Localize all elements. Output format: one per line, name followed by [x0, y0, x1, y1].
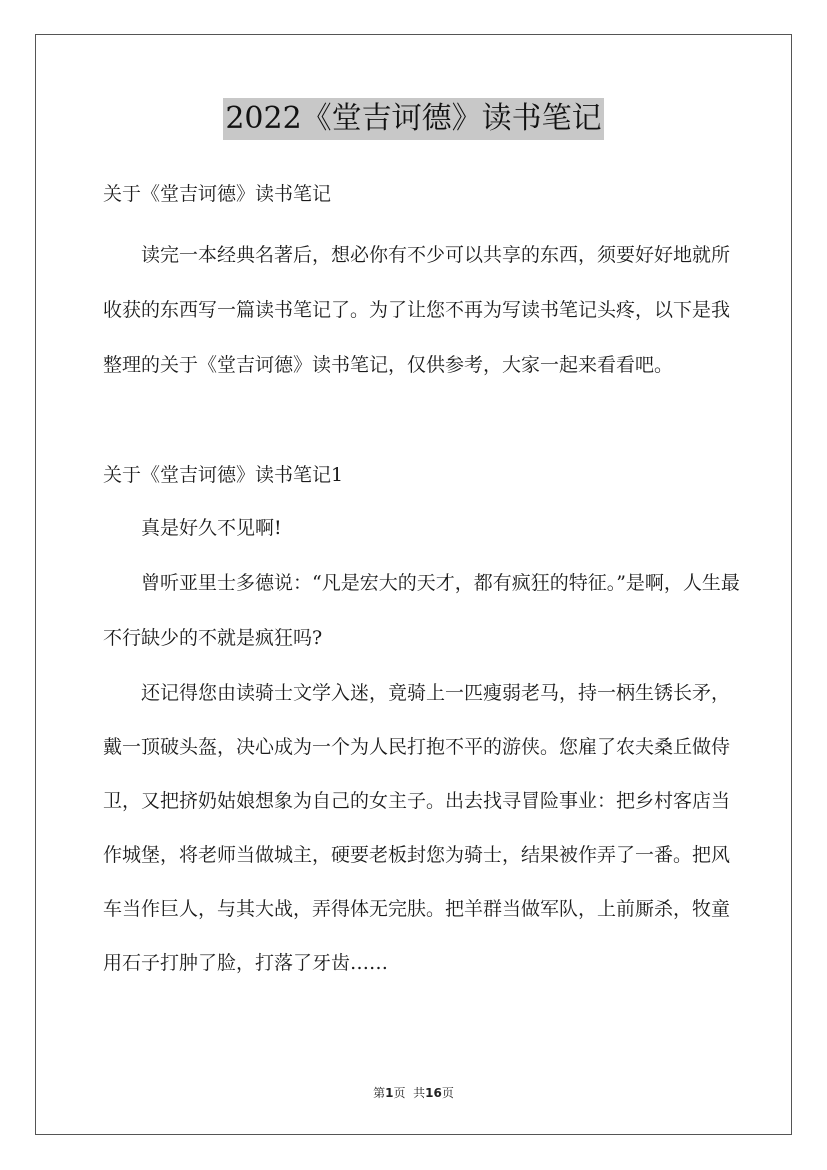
body-paragraph: 还记得您由读骑士文学入迷，竟骑上一匹瘦弱老马，持一柄生锈长矛，戴一顶破头盔，决心成为一个为人民打抱不平的游侠。您雇了农夫桑丘做侍卫，又把挤奶姑娘想象为自己的女主子。出去找寻冒险事业：把乡村客店当作城堡，将老师当做城主，硬要老板封您为骑士，结果被作弄了一番。把风车当作巨人，与其大战，弄得体无完肤。把羊群当做军队，上前厮杀，牧童用石子打肿了脸，打落了牙齿……	[103, 682, 731, 974]
footer-page-suffix: 页	[393, 1086, 406, 1100]
footer-total-prefix: 共	[413, 1086, 426, 1100]
footer-total-suffix: 页	[441, 1086, 454, 1100]
footer-page-number: 1	[385, 1086, 394, 1100]
footer-total-pages: 16	[425, 1086, 442, 1100]
intro-paragraph: 读完一本经典名著后，想必你有不少可以共享的东西，须要好好地就所收获的东西写一篇读书笔记了。为了让您不再为写读书笔记头疼，以下是我整理的关于《堂吉诃德》读书笔记，仅供参考，大家一起来看看吧。	[103, 244, 731, 376]
page-footer	[0, 1084, 827, 1101]
footer-prefix: 第	[373, 1086, 386, 1100]
document-body	[103, 176, 743, 990]
section-heading: 关于《堂吉诃德》读书笔记1	[103, 464, 344, 486]
title-container	[0, 98, 827, 140]
body-paragraph: 曾听亚里士多德说：“凡是宏大的天才，都有疯狂的特征。”是啊，人生最不行缺少的不就是疯狂吗?	[103, 572, 740, 649]
section-heading: 关于《堂吉诃德》读书笔记	[103, 183, 332, 205]
body-paragraph: 真是好久不见啊!	[141, 517, 282, 539]
document-title: 2022《堂吉诃德》读书笔记	[223, 98, 603, 140]
